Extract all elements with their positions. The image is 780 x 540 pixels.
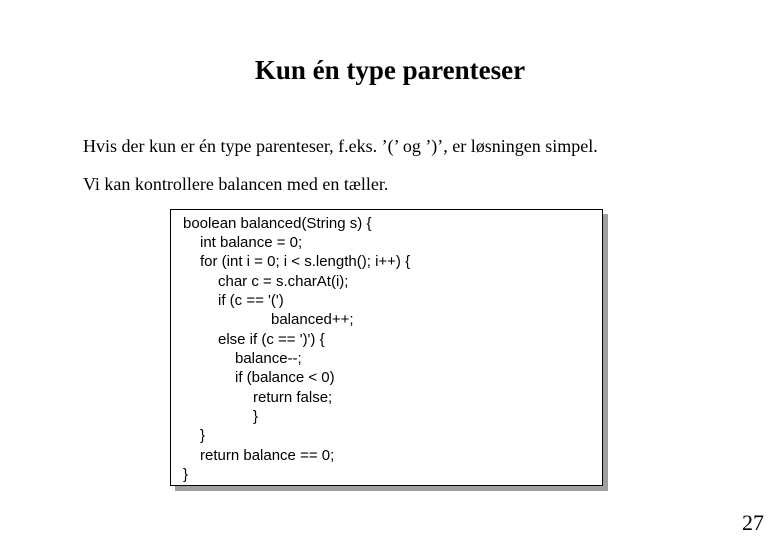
code-line: balance--; — [235, 350, 302, 367]
page-number: 27 — [742, 510, 764, 535]
code-line: } — [183, 466, 189, 483]
code-line: if (balance < 0) — [235, 369, 335, 386]
code-line: } — [200, 427, 206, 444]
code-line: else if (c == ')') { — [218, 331, 325, 348]
slide-title: Kun én type parenteser — [254, 55, 526, 85]
code-line: balanced++; — [271, 311, 354, 328]
code-line: return balance == 0; — [200, 447, 335, 464]
code-line: return false; — [253, 389, 333, 406]
code-line: int balance = 0; — [200, 234, 303, 251]
paragraph-counter: Vi kan kontrollere balancen med en tæller. — [83, 174, 389, 194]
code-line: char c = s.charAt(i); — [218, 273, 349, 290]
code-line: if (c == '(') — [218, 292, 284, 309]
code-box — [170, 209, 603, 486]
paragraph-one-type: Hvis der kun er én type parenteser, f.eks. ’(’ og ’)’, er løsningen simpel. — [83, 136, 598, 156]
code-line: for (int i = 0; i < s.length(); i++) { — [200, 253, 411, 270]
code-line: } — [253, 408, 259, 425]
code-line: boolean balanced(String s) { — [183, 215, 372, 232]
